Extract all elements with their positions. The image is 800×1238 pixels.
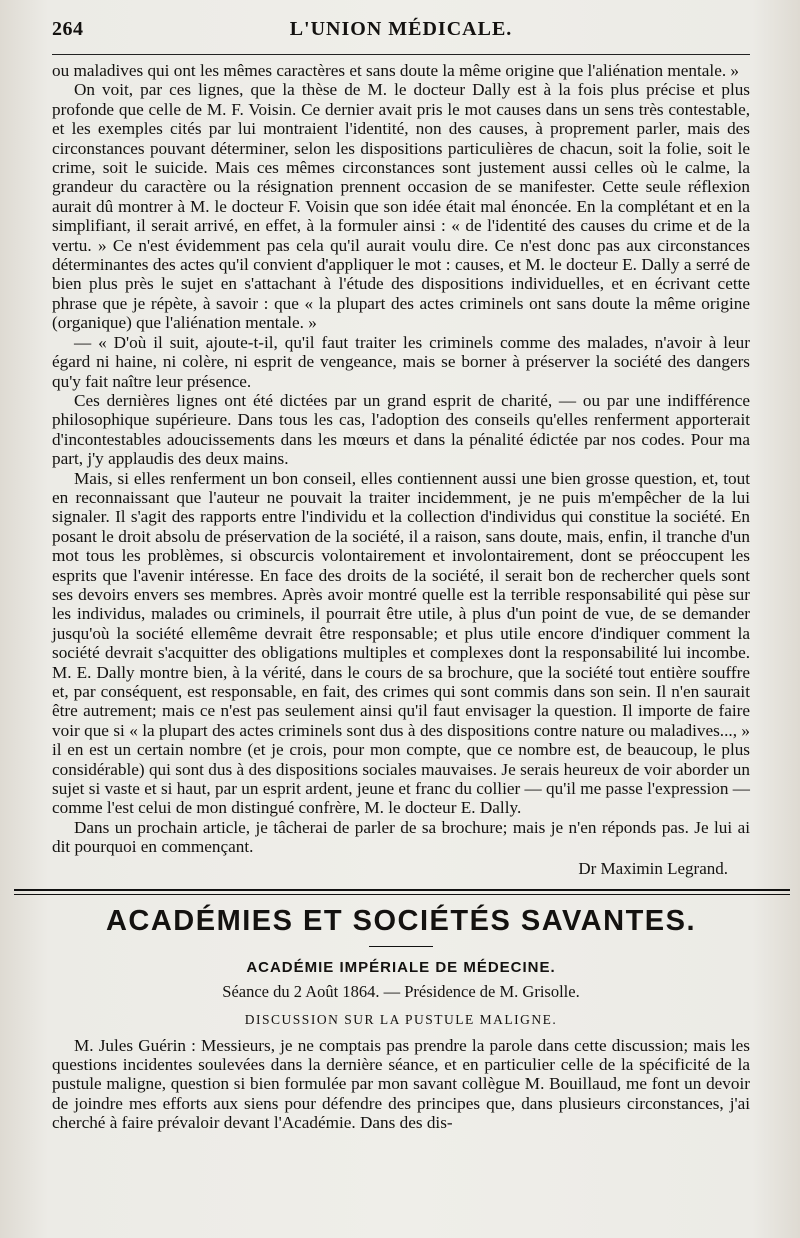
page-number: 264 [52, 18, 84, 40]
title-underline [369, 946, 433, 947]
article-body [52, 61, 750, 857]
article-paragraph: ou maladives qui ont les mêmes caractères et sans doute la même origine que l'aliénation mentale. » [52, 61, 740, 80]
header-rule [52, 54, 750, 55]
article-paragraph: Mais, si elles renferment un bon conseil, elles contiennent aussi une bien grosse question, et, tout en reconnaissant que l'auteur ne pouvait la traiter incidemment, je ne puis m'empêcher de la lui signaler. Il s'agit des rapports entre l'individu et la collection d'individus qui constitue la société. En posant le droit absolu de préservation de la société, il a raison, sans doute, mais, enfin, il tranche d'un mot tous les problèmes, si obscurcis volontairement et involontairement, dont se préoccupent les esprits que l'avenir intéresse. En face des droits de la société, il serait bon de rechercher quels sont ses devoirs envers ses membres. Après avoir montré quelle est la terrible responsabilité qui pèse sur les individus, malades ou criminels, il pourrait être utile, à plus d'un point de vue, de se demander jusqu'où la société ellemême devrait être responsable; et plus utile encore d'indiquer comment la société devrait s'acquitter des obligations multiples et complexes dont la responsabilité lui incombe. M. E. Dally montre bien, à la vérité, dans le cours de sa brochure, que la société tout entière souffre et, par conséquent, est responsable, en fait, des crimes qui sont commis dans son sein. Il n'en saurait être autrement; mais ce n'est pas seulement ainsi qu'il faut envisager la question. Il importe de faire voir que si « la plupart des actes criminels sont dus à des dispositions contre nature ou maladives..., » il en est un certain nombre (et je crois, pour mon compte, que ce nombre est, de beaucoup, le plus considérable) qui sont dus à des dispositions sociales mauvaises. Je serais heureux de voir aborder un sujet si vaste et si haut, par un esprit ardent, jeune et franc du collier — qu'il me passe l'expression — comme l'est celui de mon distingué confrère, M. le docteur E. Dally. [52, 468, 750, 818]
article-paragraph: Ces dernières lignes ont été dictées par un grand esprit de charité, — ou par une indifférence philosophique supérieure. Dans tous les cas, l'adoption des conseils qu'elles renferment apporterait d'incontestables adoucissements dans les mœurs et dans la pénalité édictée par nos codes. Pour ma part, j'y applaudis des deux mains. [52, 390, 750, 469]
author-signature: Dr Maximin Legrand. [578, 858, 728, 878]
article-paragraph: — « D'où il suit, ajoute-t-il, qu'il faut traiter les criminels comme des malades, n'avoir à leur égard ni haine, ni colère, ni esprit de vengeance, mais se borner à préserver la société des dangers qu'y fait naître leur présence. [52, 332, 750, 391]
section-body [52, 1036, 750, 1133]
discussion-title: DISCUSSION SUR LA PUSTULE MALIGNE. [244, 1011, 558, 1027]
subsection-title: ACADÉMIE IMPÉRIALE DE MÉDECINE. [246, 958, 556, 976]
running-head [52, 18, 750, 52]
article-paragraph: Dans un prochain article, je tâcherai de parler de sa brochure; mais je n'en réponds pas. Je lui ai dit pourquoi en commençant. [52, 817, 750, 857]
session-line: Séance du 2 Août 1864. — Présidence de M. Grisolle. [222, 981, 580, 1001]
section-title: ACADÉMIES ET SOCIÉTÉS SAVANTES. [105, 904, 697, 937]
article-paragraph: On voit, par ces lignes, que la thèse de M. le docteur Dally est à la fois plus précise et plus profonde que celle de M. F. Voisin. Ce dernier avait pris le mot causes dans un sens très contestable, et les exemples cités par lui montraient l'identité, non des causes, à proprement parler, mais des circonstances pouvant déterminer, selon les dispositions particulières de chacun, soit la folie, soit le crime, soit le suicide. Mais ces mêmes circonstances sont justement aussi celles où le calme, la grandeur du caractère ou la résignation prennent occasion de se manifester. Cette seule réflexion aurait dû montrer à M. le docteur F. Voisin que son idée était mal énoncée. En la complétant et en la simplifiant, il serait arrivé, en effet, à la formuler ainsi : « de l'identité des causes du crime et de la vertu. » Ce n'est évidemment pas cela qu'il aurait voulu dire. Ce n'est donc pas aux circonstances déterminantes des actes qu'il convient d'appliquer le mot : causes, et M. le docteur E. Dally a serré de bien plus près le sujet en s'attachant à l'étude des dispositions individuelles, et en écrivant cette phrase que je répète, à savoir : que « la plupart des actes criminels ont sans doute la même origine (organique) que l'aliénation mentale. » [52, 80, 750, 333]
section-paragraph: M. Jules Guérin : Messieurs, je ne comptais pas prendre la parole dans cette discussion; mais les questions incidentes soulevées dans la dernière séance, et en particulier celle de la spécificité de la pustule maligne, question si bien formulée par mon savant collègue M. Bouillaud, me font un devoir de joindre mes efforts aux siens pour défendre des principes que, dans plusieurs circonstances, j'ai cherché à faire prévaloir devant l'Académie. Dans des dis- [52, 1035, 750, 1133]
journal-title: L'UNION MÉDICALE. [289, 18, 513, 40]
section-divider [14, 889, 790, 895]
